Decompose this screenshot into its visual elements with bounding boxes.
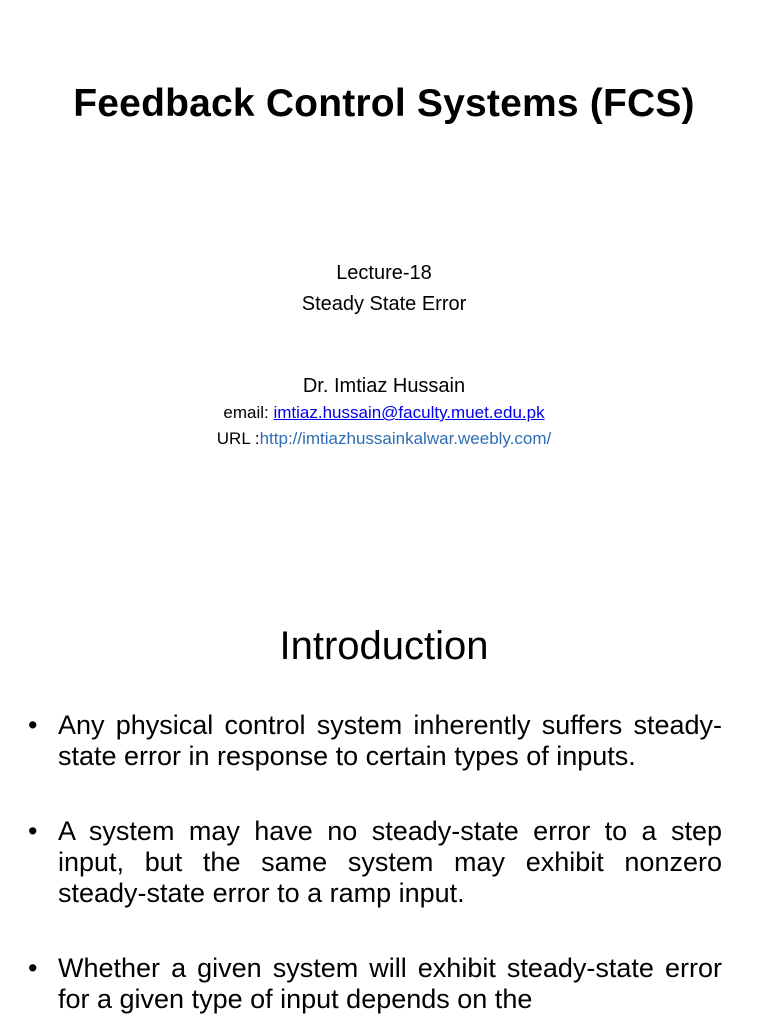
author-name: Dr. Imtiaz Hussain	[302, 375, 466, 397]
email-label: email:	[223, 403, 274, 422]
url-link[interactable]: http://imtiazhussainkalwar.weebly.com/	[259, 429, 552, 448]
url-line	[0, 426, 768, 452]
email-line	[0, 400, 768, 426]
introduction-slide	[0, 576, 768, 1024]
intro-heading: Introduction	[279, 624, 489, 668]
bullet-icon: •	[28, 816, 38, 846]
bullet-item	[28, 816, 722, 909]
lecture-number: Lecture-18	[336, 262, 432, 284]
bullet-item	[28, 953, 722, 1015]
bullet-list	[28, 710, 722, 1024]
lecture-topic: Steady State Error	[301, 293, 467, 315]
email-link[interactable]: imtiaz.hussain@faculty.muet.edu.pk	[273, 403, 545, 422]
url-label: URL :	[216, 429, 260, 448]
slide-title: Feedback Control Systems (FCS)	[73, 82, 695, 125]
bullet-icon: •	[28, 710, 38, 740]
lecture-info	[0, 258, 768, 320]
bullet-icon: •	[28, 953, 38, 983]
bullet-text: Whether a given system will exhibit steady-state error for a given type of input depends on the	[58, 953, 722, 1014]
bullet-text: Any physical control system inherently suffers steady-state error in response to certain types of inputs.	[58, 710, 722, 771]
bullet-text: A system may have no steady-state error to a step input, but the same system may exhibit nonzero steady-state error to a ramp input.	[58, 816, 722, 908]
bullet-item	[28, 710, 722, 772]
author-info	[0, 372, 768, 452]
